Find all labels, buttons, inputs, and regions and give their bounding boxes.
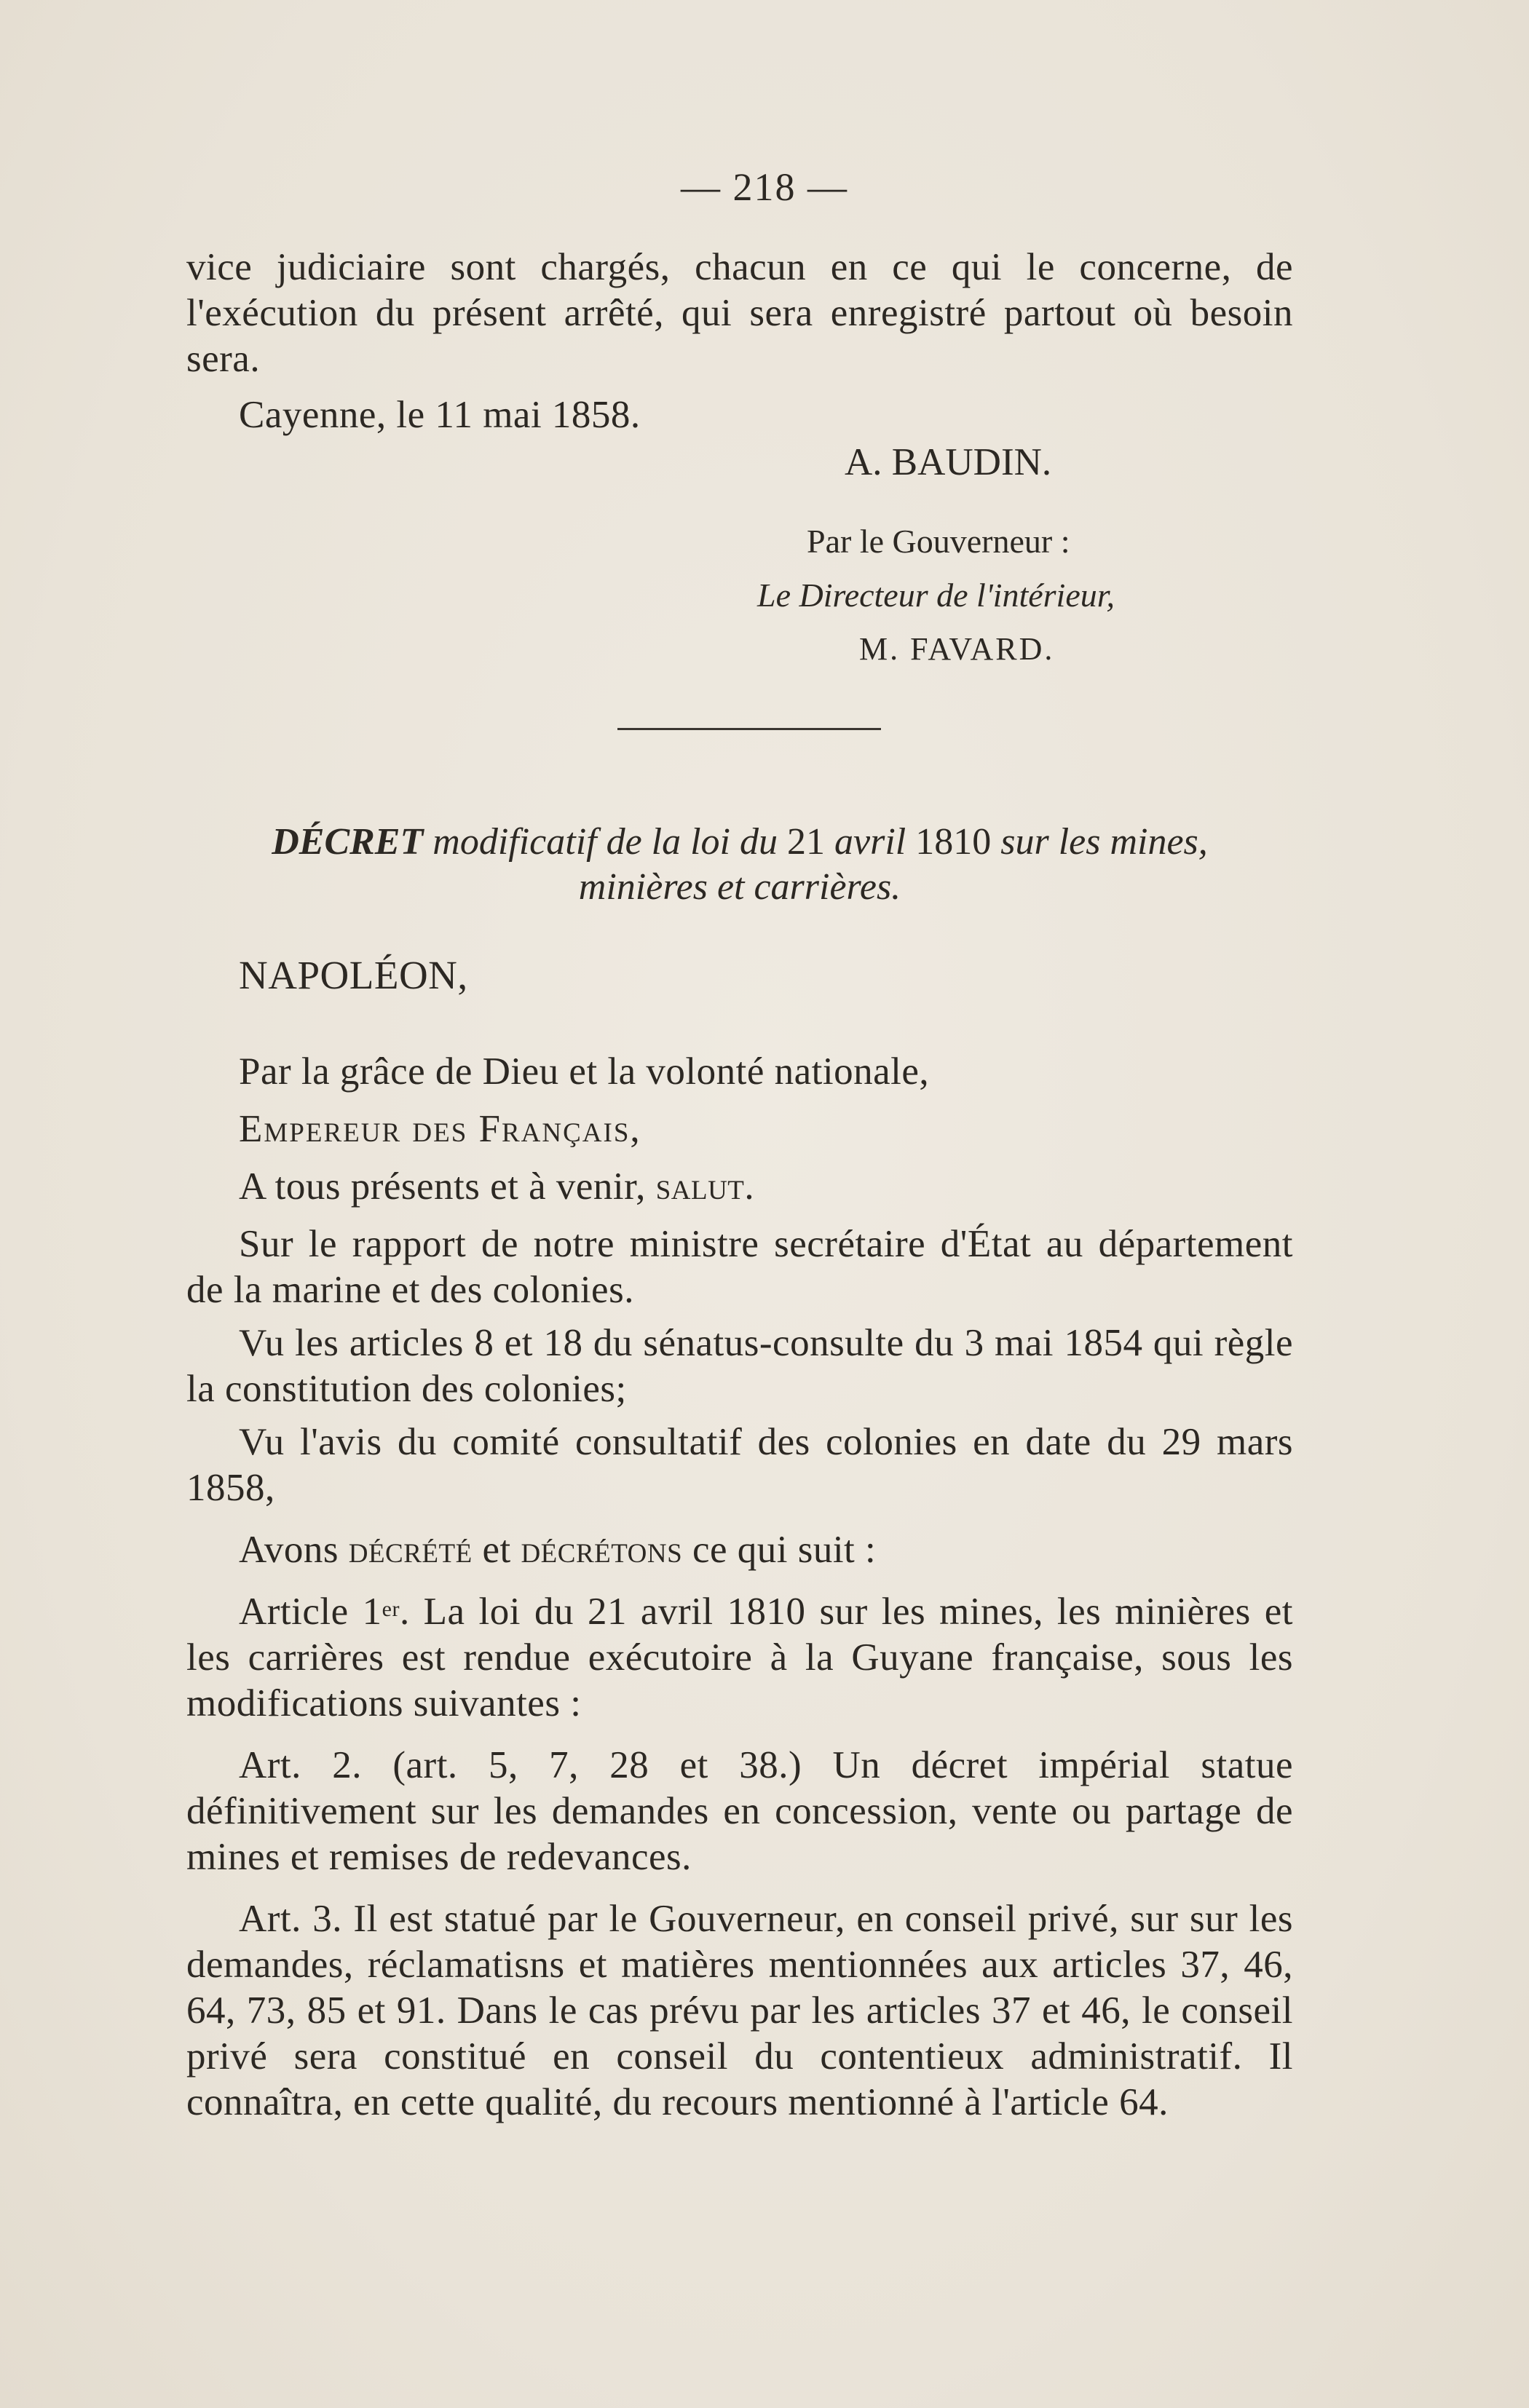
article-2: Art. 2. (art. 5, 7, 28 et 38.) Un décret impérial statue définitivement sur les demandes en concession, vente ou partage de mines et remises de redevances. [186,1744,1293,1878]
enacting-word2: décrétons [521,1529,683,1571]
decree-title-end: sur les mines, [991,821,1208,863]
signature-by-line: Par le Gouverneur : [807,523,1070,560]
decree-title-month: avril [825,821,916,863]
decree-title-mid: modificatif de la loi du [423,821,788,863]
article-1-text: . La loi du 21 avril 1810 sur les mines, les minières et les carrières est rendue exécutoire à la Guyane française, sous les modifications suivantes : [186,1591,1293,1724]
date-line: Cayenne, le 11 mai 1858. [239,394,641,436]
sovereign-name: NAPOLÉON, [239,953,468,997]
salut-prefix: A tous présents et à venir, [239,1165,656,1208]
enacting-word1: décrété [348,1529,473,1571]
consideration-3: Vu l'avis du comité consultatif des colonies en date du 29 mars 1858, [186,1421,1293,1509]
article-1 [186,1589,1293,1727]
salut-line [186,1164,1293,1210]
decree-title-date: 21 [787,821,826,863]
consideration-1: Sur le rapport de notre ministre secrétaire d'État au département de la marine et des colonies. [186,1223,1293,1311]
considerations [186,1221,1293,2126]
continuation-block [186,245,1293,438]
decree-title [186,820,1293,910]
preamble [186,952,1293,1210]
page-number: — 218 — [681,165,848,209]
emperor-line: Empereur des Français, [239,1108,641,1150]
article-3: Art. 3. Il est statué par le Gouverneur, en conseil privé, sur sur les demandes, réclamatisns et matières mentionnées aux articles 37, 46, 64, 73, 85 et 91. Dans le cas prévu par les articles 37 et 46, le conseil privé sera constitué en conseil du contentieux administratif. Il connaîtra, en cette qualité, du recours mentionné à l'article 64. [186,1898,1293,2123]
salut-word: salut. [655,1165,755,1208]
enacting-mid: et [472,1529,521,1571]
signature-countersign: M. FAVARD. [859,631,1055,667]
signature-name: A. BAUDIN. [845,441,1052,483]
enacting-suffix: ce qui suit : [682,1529,877,1571]
signature-title: Le Directeur de l'intérieur, [757,577,1115,614]
grace-line: Par la grâce de Dieu et la volonté nationale, [239,1050,930,1093]
top-paragraph: vice judiciaire sont chargés, chacun en ce qui le concerne, de l'exécution du présent arrêté, qui sera enregistré partout où besoin sera. [186,246,1293,380]
consideration-2: Vu les articles 8 et 18 du sénatus-consulte du 3 mai 1854 qui règle la constitution des colonies; [186,1322,1293,1410]
decree-title-word: DÉCRET [272,821,424,863]
enacting-clause [186,1527,1293,1573]
decree-title-line2: minières et carrières. [578,866,901,908]
article-1-label: Article 1 [239,1591,382,1633]
decree-title-year: 1810 [915,821,992,863]
enacting-prefix: Avons [239,1529,349,1571]
article-1-sup: er [382,1597,400,1621]
section-divider [617,728,881,730]
